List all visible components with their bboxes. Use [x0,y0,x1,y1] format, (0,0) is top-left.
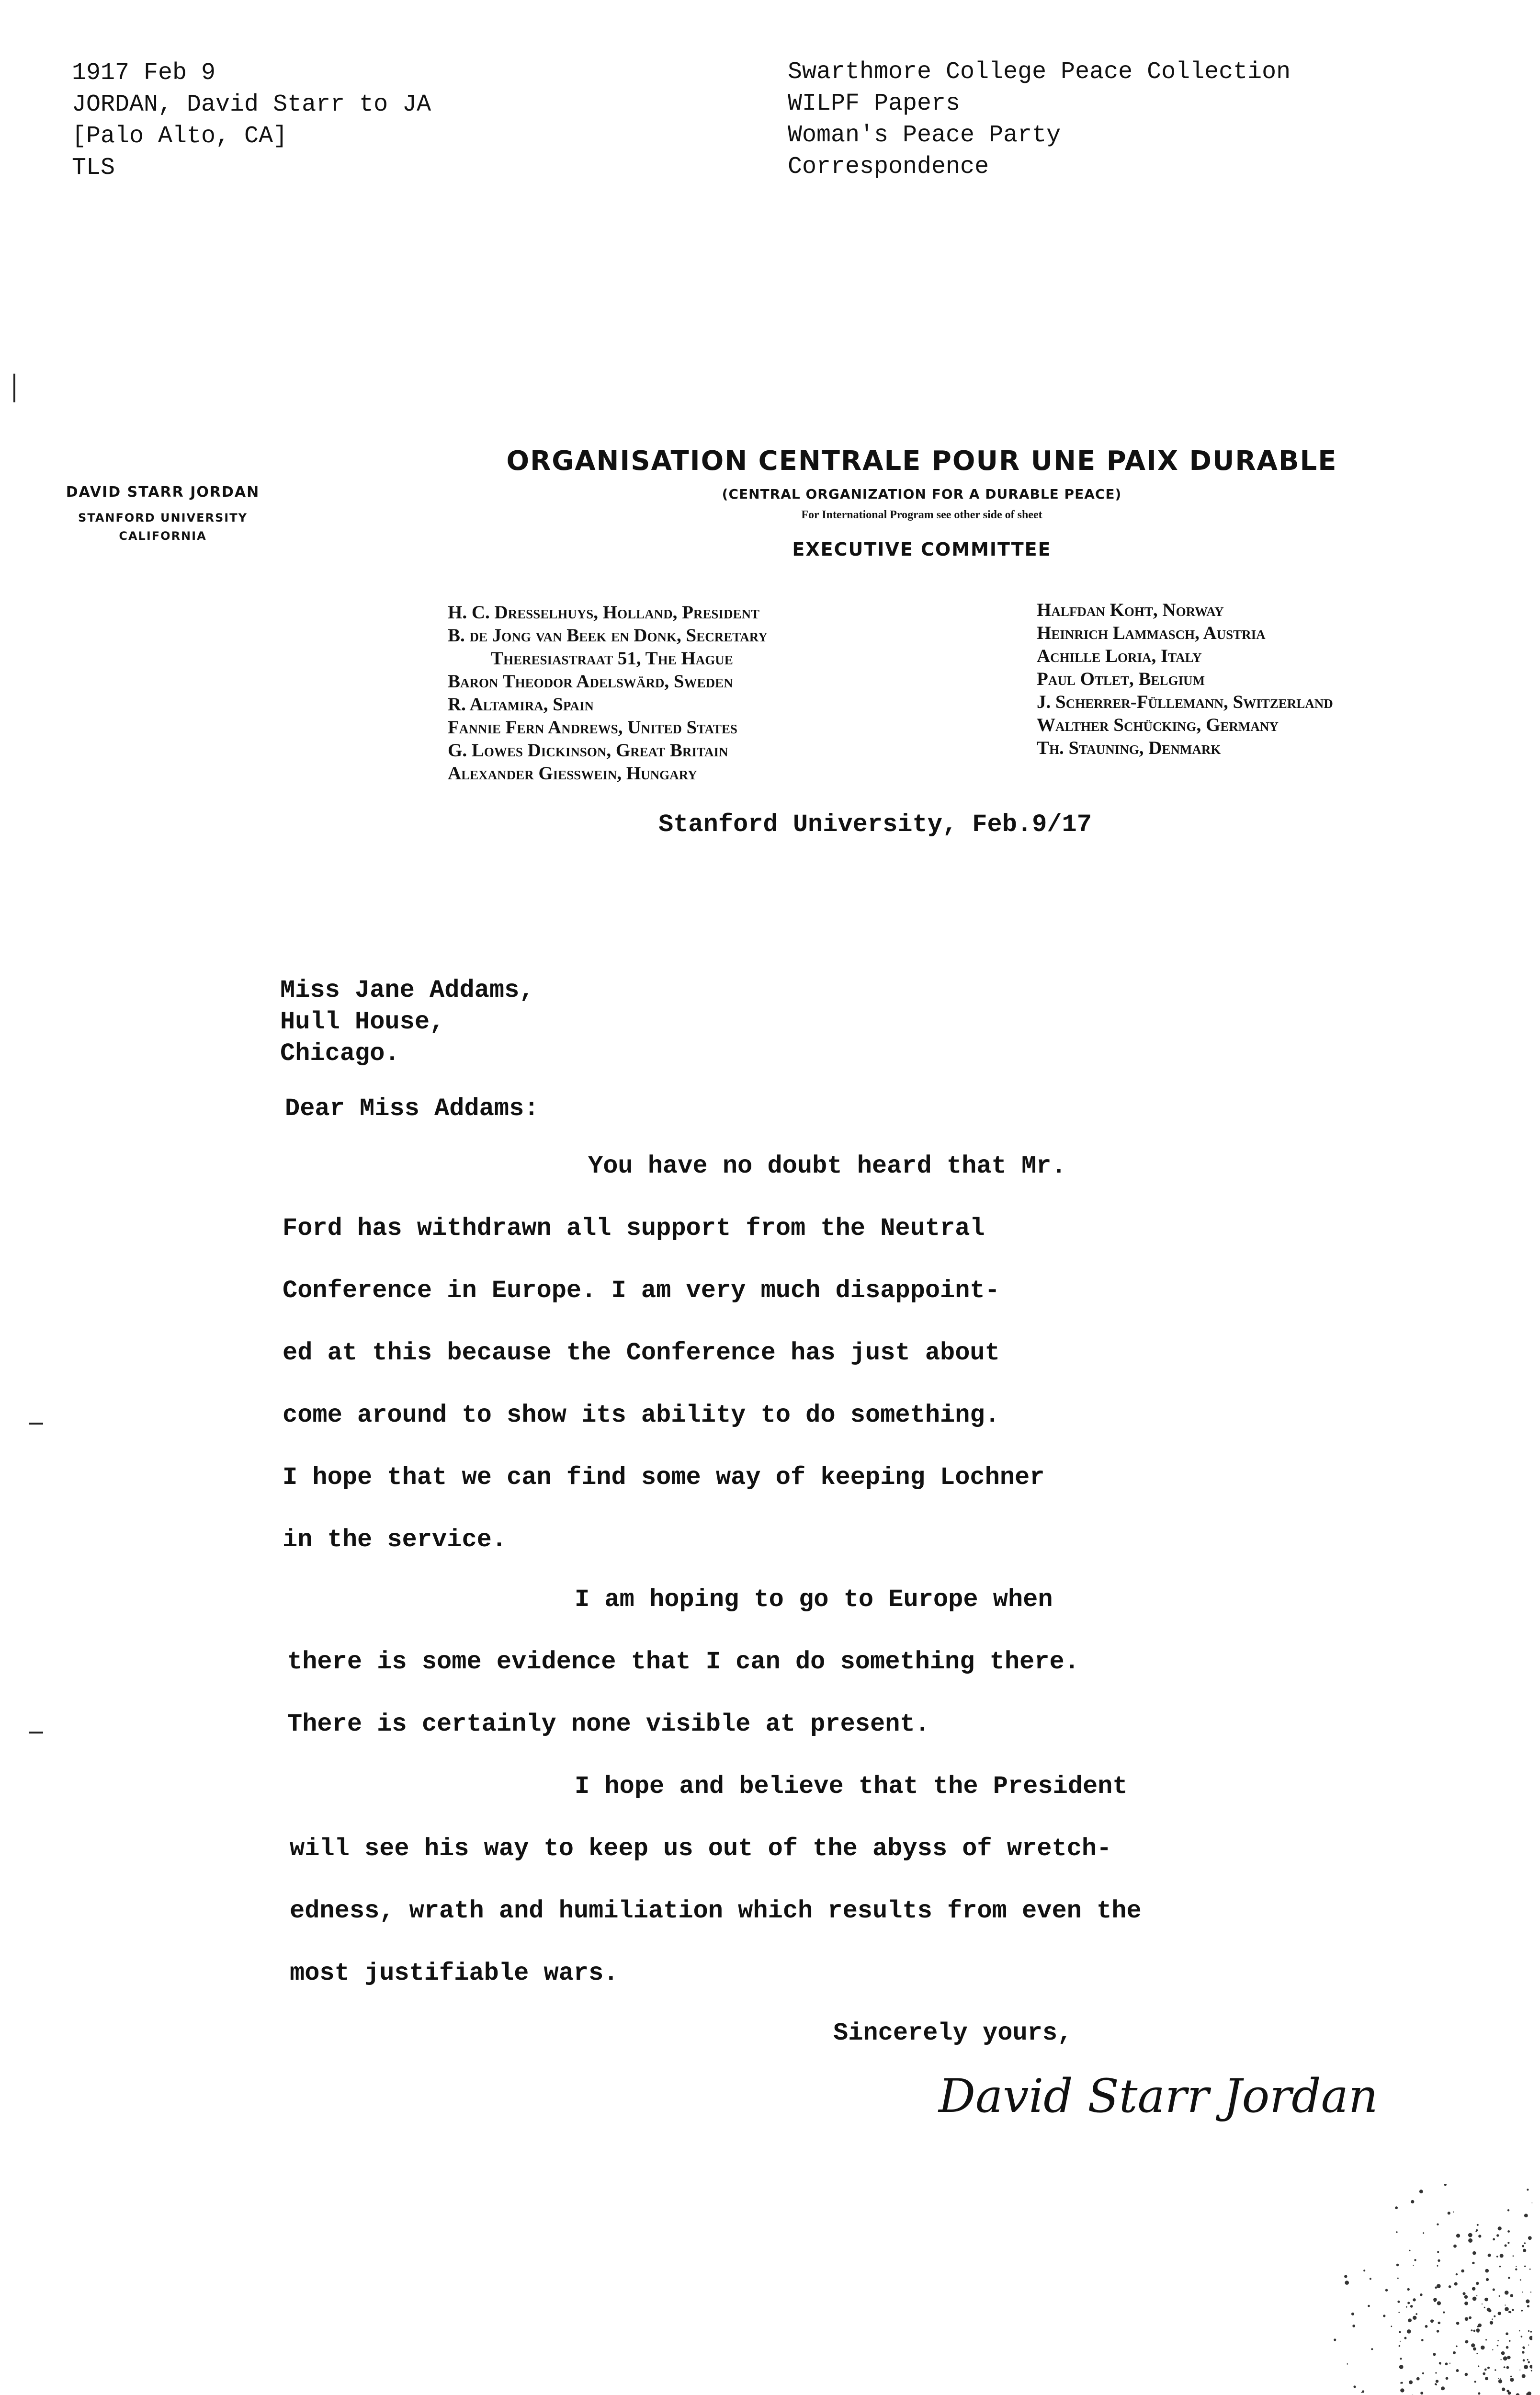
noise-speck [1476,2353,1478,2354]
noise-speck [1363,2270,1365,2271]
noise-speck [1406,2306,1407,2308]
noise-speck [1494,2315,1495,2317]
noise-speck [1399,2345,1401,2347]
archive-correspondents: JORDAN, David Starr to JA [72,91,431,118]
noise-speck [1478,2365,1479,2367]
noise-speck [1528,2236,1532,2240]
noise-speck [1472,2287,1475,2291]
noise-speck [1334,2338,1336,2341]
noise-speck [1404,2337,1406,2339]
noise-speck [1438,2259,1440,2262]
noise-speck [1469,2316,1472,2319]
noise-speck [1500,2254,1504,2258]
noise-speck [1522,2245,1524,2247]
noise-speck [1462,2292,1465,2295]
noise-speck [1504,2366,1506,2368]
noise-speck [1434,2300,1436,2302]
sender-block [48,484,278,543]
archive-format: TLS [72,154,115,182]
noise-speck [1449,2363,1450,2364]
noise-speck [1437,2251,1439,2253]
noise-speck [1465,2340,1468,2343]
noise-speck [1499,2295,1500,2297]
noise-speck [1435,2286,1437,2289]
body-line: Ford has withdrawn all support from the Neutral [283,1214,985,1243]
noise-speck [1522,2351,1525,2354]
noise-speck [1481,2346,1485,2350]
noise-speck [1437,2330,1439,2333]
noise-speck [1483,2372,1485,2375]
noise-speck [1527,2359,1529,2361]
noise-speck [1456,2346,1458,2348]
noise-speck [1409,2250,1410,2251]
noise-speck [1435,2372,1437,2373]
member: G. Lowes Dickinson, Great Britain [448,740,728,761]
noise-speck [1371,2348,1373,2350]
noise-speck [1485,2377,1488,2380]
member: Halfdan Koht, Norway [1037,600,1224,620]
noise-speck [1385,2289,1388,2292]
noise-speck [1437,2284,1441,2288]
noise-speck [1495,2369,1496,2371]
noise-speck [1485,2339,1487,2340]
noise-speck [1399,2331,1401,2333]
noise-speck [1423,2232,1424,2234]
noise-speck [1531,2370,1532,2372]
noise-speck [1468,2238,1472,2243]
noise-speck [1486,2278,1489,2281]
recipient-city: Chicago. [280,1039,400,1068]
sender-name: DAVID STARR JORDAN [66,484,260,501]
noise-speck [1505,2244,1507,2247]
noise-speck [1419,2190,1423,2193]
noise-speck [1413,2298,1415,2301]
recipient-street: Hull House, [280,1008,445,1036]
noise-speck [1506,2366,1509,2369]
noise-speck [1528,2345,1529,2346]
body-line: in the service. [283,1526,507,1554]
margin-mark [29,1732,43,1734]
member: H. C. Dresselhuys, Holland, President [448,602,759,623]
body-line: There is certainly none visible at present. [287,1710,930,1738]
noise-speck [1420,2392,1423,2395]
noise-speck [1522,2374,1526,2378]
noise-speck [1413,2316,1416,2320]
noise-speck [1519,2370,1520,2371]
letterhead-note: For International Program see other side of sheet [801,509,1042,521]
member: Baron Theodor Adelswärd, Sweden [448,671,733,692]
noise-speck [1496,2234,1499,2236]
noise-speck [1407,2329,1411,2334]
noise-speck [1492,2349,1493,2350]
noise-speck [1528,2330,1529,2332]
salutation: Dear Miss Addams: [285,1095,539,1123]
noise-speck [1529,2336,1532,2340]
noise-speck [1400,2341,1401,2342]
noise-speck [1441,2386,1445,2390]
noise-speck [1527,2189,1529,2190]
noise-speck [1508,2392,1511,2395]
noise-speck [1516,2266,1517,2267]
noise-speck [1506,2332,1508,2335]
noise-speck [1475,2231,1477,2232]
recipient-address [280,975,534,1070]
noise-speck [1487,2308,1491,2312]
noise-speck [1421,2339,1424,2341]
noise-speck [1473,2330,1476,2332]
noise-speck [1443,2311,1445,2313]
noise-speck [1521,2310,1523,2312]
noise-speck [1437,2301,1441,2305]
noise-speck [1445,2362,1448,2365]
noise-speck [1361,2392,1362,2393]
noise-speck [1351,2313,1354,2315]
noise-speck [1510,2294,1514,2297]
noise-speck [1368,2305,1370,2307]
noise-speck [1439,2363,1441,2365]
noise-speck [1505,2291,1509,2295]
collection-name: Swarthmore College Peace Collection [788,58,1291,86]
noise-speck [1396,2264,1399,2266]
noise-speck [1398,2312,1400,2313]
body-line: I hope that we can find some way of keeping Lochner [283,1463,1045,1492]
noise-speck [1478,2392,1480,2395]
noise-speck [1399,2365,1404,2369]
noise-speck [1407,2288,1410,2291]
noise-speck [1521,2336,1523,2338]
noise-speck [1500,2359,1501,2360]
noise-speck [1383,2315,1385,2317]
noise-speck [1507,2209,1509,2211]
margin-mark [29,1423,43,1425]
noise-speck [1526,2299,1529,2303]
noise-speck [1516,2393,1520,2395]
member: Walther Schücking, Germany [1037,715,1279,735]
noise-speck [1528,2361,1530,2363]
member: Paul Otlet, Belgium [1037,669,1205,689]
scan-noise [1331,2184,1532,2395]
archive-collection [788,57,1291,183]
member: B. de Jong van Beek en Donk, Secretary [448,625,768,646]
noise-speck [1497,2345,1498,2346]
noise-speck [1505,2304,1506,2305]
noise-speck [1456,2369,1459,2372]
noise-speck [1414,2259,1416,2261]
body-line: edness, wrath and humiliation which results from even the [290,1897,1142,1925]
noise-speck [1505,2307,1509,2311]
noise-speck [1410,2305,1413,2308]
noise-speck [1500,2378,1501,2379]
noise-speck [1472,2297,1477,2301]
noise-speck [1508,2311,1510,2313]
noise-speck [1487,2298,1488,2299]
noise-speck [1530,2331,1532,2333]
executive-committee-heading: EXECUTIVE COMMITTEE [792,539,1052,560]
body-line: there is some evidence that I can do something there. [287,1648,1079,1676]
noise-speck [1464,2302,1468,2305]
noise-speck [1523,2359,1525,2361]
member: Achille Loria, Italy [1037,646,1202,666]
noise-speck [1507,2242,1509,2244]
body-line: Conference in Europe. I am very much disappoint- [283,1277,1000,1305]
noise-speck [1400,2388,1404,2392]
noise-speck [1520,2279,1521,2281]
body-line: most justifiable wars. [290,1959,619,1987]
noise-speck [1456,2273,1458,2275]
noise-speck [1420,2293,1422,2296]
noise-speck [1509,2340,1511,2342]
noise-speck [1527,2305,1529,2307]
noise-speck [1396,2231,1397,2233]
noise-speck [1468,2233,1472,2237]
member: Alexander Giesswein, Hungary [448,763,697,784]
noise-speck [1416,2377,1420,2381]
archive-date: 1917 Feb 9 [72,59,216,87]
member: R. Altamira, Spain [448,694,594,715]
noise-speck [1498,2226,1502,2230]
noise-speck [1506,2346,1509,2349]
noise-speck [1433,2353,1436,2356]
noise-speck [1436,2380,1438,2383]
noise-speck [1507,2230,1510,2233]
noise-speck [1474,2381,1476,2383]
noise-speck [1490,2321,1493,2325]
noise-speck [1484,2369,1487,2371]
noise-speck [1453,2245,1457,2248]
noise-speck [1438,2322,1441,2325]
noise-speck [1485,2269,1489,2273]
noise-speck [1510,2376,1512,2377]
noise-speck [1503,2356,1507,2361]
noise-speck [1524,2214,1528,2218]
letterhead-title: ORGANISATION CENTRALE POUR UNE PAIX DURABLE [506,445,1337,477]
closing: Sincerely yours, [833,2019,1073,2047]
noise-speck [1461,2270,1464,2273]
noise-speck [1407,2302,1410,2304]
noise-speck [1484,2307,1485,2308]
noise-speck [1425,2325,1428,2328]
member: J. Scherrer-Füllemann, Switzerland [1037,692,1333,712]
body-line: I hope and believe that the President [575,1772,1128,1801]
letterhead-subtitle: (CENTRAL ORGANIZATION FOR A DURABLE PEACE) [722,486,1122,502]
noise-speck [1395,2206,1398,2209]
noise-speck [1493,2238,1495,2241]
body-line: will see his way to keep us out of the abyss of wretch- [290,1835,1112,1863]
committee-members-right [1037,599,1333,760]
noise-speck [1344,2275,1347,2278]
noise-speck [1456,2322,1460,2325]
noise-speck [1456,2234,1460,2237]
noise-speck [1523,2347,1525,2349]
archive-citation [72,57,431,184]
noise-speck [1464,2295,1468,2299]
body-line: I am hoping to go to Europe when [575,1585,1053,1614]
noise-speck [1430,2319,1434,2323]
body-line: ed at this because the Conference has just about [283,1339,1000,1367]
noise-speck [1400,2358,1402,2360]
recipient-name: Miss Jane Addams, [280,976,534,1004]
collection-subseries: Correspondence [788,153,989,181]
noise-speck [1472,2251,1476,2255]
member-address: Theresiastraat 51, The Hague [491,648,733,669]
noise-speck [1478,2324,1482,2327]
noise-speck [1507,2356,1510,2359]
noise-speck [1524,2242,1526,2244]
letterhead [479,445,1365,560]
noise-speck [1513,2255,1514,2257]
noise-speck [1472,2262,1474,2264]
noise-speck [1454,2282,1458,2285]
noise-speck [1519,2330,1520,2332]
noise-speck [1529,2365,1532,2369]
dateline: Stanford University, Feb.9/17 [658,810,1092,839]
noise-speck [1498,2379,1502,2383]
noise-speck [1422,2372,1424,2374]
noise-speck [1515,2269,1517,2270]
noise-speck [1446,2377,1449,2380]
noise-speck [1487,2367,1490,2369]
noise-speck [1498,2312,1501,2315]
noise-speck [1465,2373,1468,2376]
noise-speck [1478,2235,1481,2237]
committee-members-left [448,601,768,785]
member: Heinrich Lammasch, Austria [1037,623,1266,643]
noise-speck [1448,2212,1450,2214]
sender-state: CALIFORNIA [119,529,207,543]
signature [939,2069,1378,2123]
noise-speck [1497,2340,1499,2341]
noise-speck [1508,2277,1510,2279]
noise-speck [1453,2212,1454,2213]
noise-speck [1527,2392,1531,2395]
noise-speck [1476,2295,1477,2296]
noise-speck [1524,2266,1526,2267]
noise-speck [1492,2318,1493,2320]
noise-speck [1502,2388,1505,2391]
noise-speck [1510,2378,1514,2382]
noise-speck [1409,2380,1413,2384]
noise-speck [1498,2378,1499,2379]
noise-speck [1476,2282,1479,2285]
noise-speck [1477,2224,1479,2226]
noise-speck [1411,2200,1414,2203]
noise-speck [1435,2383,1437,2385]
noise-speck [1347,2363,1348,2365]
noise-speck [1437,2224,1438,2225]
noise-speck [1415,2313,1417,2315]
noise-speck [1345,2281,1349,2285]
noise-speck [1529,2269,1531,2270]
collection-series: Woman's Peace Party [788,122,1061,149]
noise-speck [1471,2343,1475,2347]
noise-speck [1353,2385,1356,2388]
noise-speck [1397,2278,1399,2279]
member: Fannie Fern Andrews, United States [448,717,737,738]
noise-speck [1493,2288,1495,2291]
noise-speck [1370,2278,1371,2280]
noise-speck [1501,2351,1505,2355]
signature-text: David Starr Jordan [939,2069,1378,2123]
archive-place: [Palo Alto, CA] [72,123,288,150]
body-line: come around to show its ability to do something. [283,1401,1000,1429]
margin-mark [13,374,15,402]
collection-papers: WILPF Papers [788,90,961,117]
noise-speck [1471,2329,1473,2331]
noise-speck [1477,2330,1480,2333]
noise-speck [1453,2351,1456,2354]
member: Th. Stauning, Denmark [1037,738,1221,758]
noise-speck [1473,2347,1476,2350]
noise-speck [1397,2301,1400,2303]
noise-speck [1496,2256,1498,2258]
noise-speck [1499,2266,1501,2267]
noise-speck [1465,2317,1469,2321]
sender-institution: STANFORD UNIVERSITY [78,511,248,525]
body-line: You have no doubt heard that Mr. [588,1152,1066,1180]
noise-speck [1524,2365,1528,2369]
noise-speck [1352,2325,1355,2327]
noise-speck [1444,2184,1447,2186]
noise-speck [1401,2382,1403,2384]
noise-speck [1391,2326,1392,2327]
noise-speck [1413,2265,1414,2266]
noise-speck [1523,2249,1526,2252]
noise-speck [1512,2309,1514,2311]
noise-speck [1488,2254,1491,2257]
noise-speck [1408,2318,1412,2322]
noise-speck [1433,2320,1434,2321]
noise-speck [1437,2265,1438,2267]
noise-speck [1449,2285,1451,2288]
